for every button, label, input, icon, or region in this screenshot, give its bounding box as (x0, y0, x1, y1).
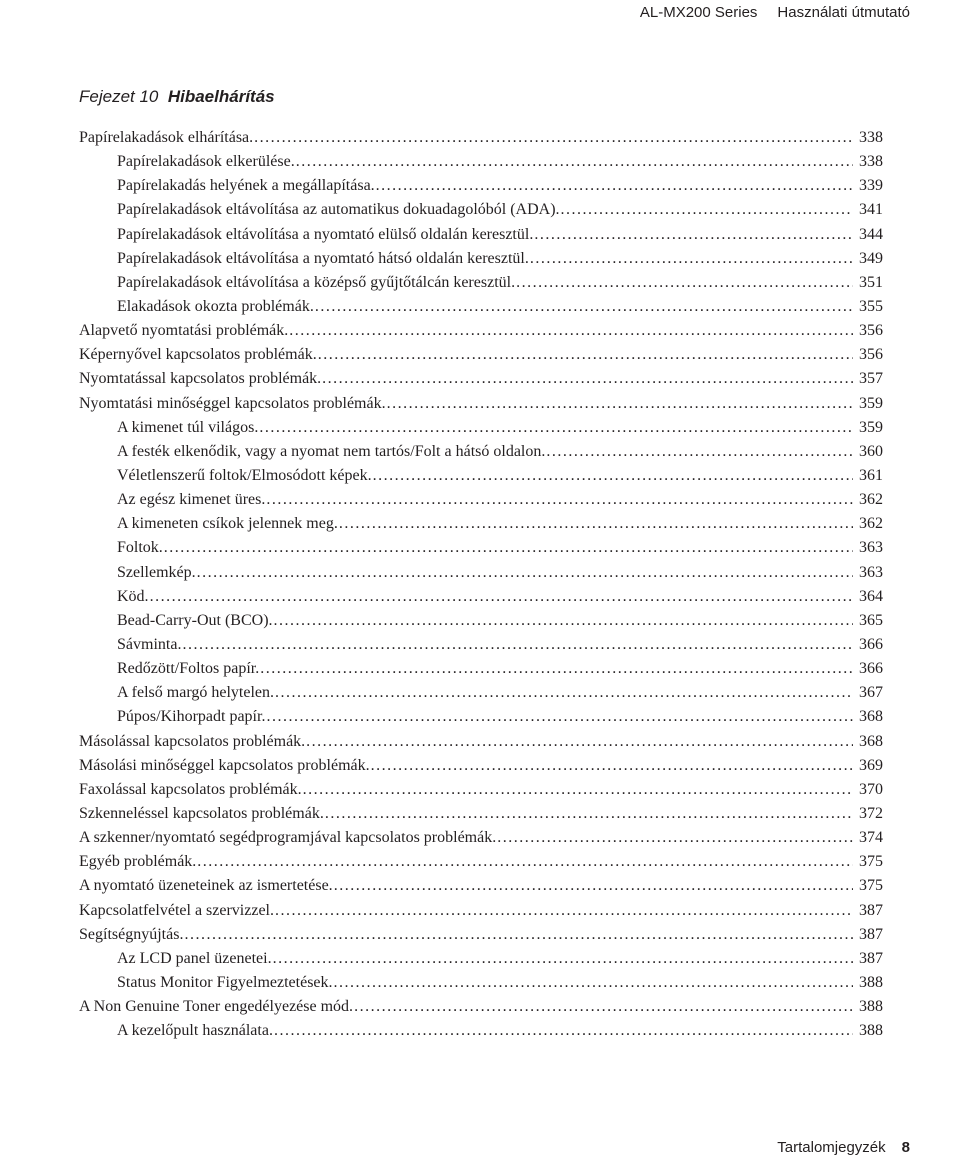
toc-entry[interactable] (79, 899, 883, 923)
table-of-contents (79, 126, 883, 1043)
toc-entry-title: Foltok. (117, 539, 163, 557)
dot-leader (275, 899, 853, 923)
dot-leader (530, 247, 853, 271)
dot-leader (266, 488, 853, 512)
toc-entry-page: 363 (859, 563, 883, 581)
toc-entry[interactable] (79, 367, 883, 391)
toc-entry-title: Az egész kimenet üres. (117, 491, 266, 509)
toc-entry[interactable] (79, 561, 883, 585)
toc-entry-title: Véletlenszerű foltok/Elmosódott képek. (117, 466, 372, 484)
toc-entry-page: 357 (859, 370, 883, 388)
dot-leader (516, 271, 853, 295)
toc-entry-page: 374 (859, 829, 883, 847)
toc-entry-title: Bead-Carry-Out (BCO). (117, 611, 273, 629)
toc-entry[interactable] (79, 512, 883, 536)
toc-entry-page: 375 (859, 853, 883, 871)
chapter-heading (79, 87, 275, 107)
toc-entry-title: Papírelakadások eltávolítása az automatikus dokuadagolóból (ADA). (117, 201, 560, 219)
toc-entry[interactable] (79, 271, 883, 295)
toc-entry-page: 362 (859, 491, 883, 509)
dot-leader (274, 609, 853, 633)
toc-entry-title: Púpos/Kihorpadt papír. (117, 708, 266, 726)
dot-leader (306, 730, 853, 754)
toc-entry-page: 366 (859, 635, 883, 653)
toc-entry-title: Képernyővel kapcsolatos problémák. (79, 346, 317, 364)
toc-entry-title: Papírelakadások eltávolítása a nyomtató hátsó oldalán keresztül. (117, 249, 529, 267)
toc-entry-page: 388 (859, 1022, 883, 1040)
chapter-prefix: Fejezet 10 (79, 87, 159, 106)
toc-entry-title: Status Monitor Figyelmeztetések. (117, 973, 333, 991)
toc-entry-page: 359 (859, 418, 883, 436)
toc-entry-page: 356 (859, 322, 883, 340)
toc-entry[interactable] (79, 174, 883, 198)
toc-entry-page: 387 (859, 949, 883, 967)
toc-entry[interactable] (79, 1019, 883, 1043)
dot-leader (275, 681, 853, 705)
dot-leader (266, 705, 853, 729)
toc-entry[interactable] (79, 705, 883, 729)
toc-entry[interactable] (79, 657, 883, 681)
page-number: 8 (901, 1139, 910, 1156)
toc-entry[interactable] (79, 609, 883, 633)
product-name: AL-MX200 Series (639, 3, 758, 21)
toc-entry[interactable] (79, 223, 883, 247)
toc-entry-page: 339 (859, 177, 883, 195)
dot-leader (371, 754, 853, 778)
toc-entry-title: Nyomtatási minőséggel kapcsolatos problémák. (79, 394, 386, 412)
toc-entry-title: Redőzött/Foltos papír. (117, 660, 260, 678)
toc-entry-page: 338 (859, 153, 883, 171)
toc-entry-title: Papírelakadások elhárítása. (79, 129, 254, 146)
toc-entry-page: 355 (859, 297, 883, 315)
toc-entry[interactable] (79, 971, 883, 995)
toc-entry[interactable] (79, 826, 883, 850)
toc-entry-title: A nyomtató üzeneteinek az ismertetése. (79, 877, 333, 895)
dot-leader (184, 923, 853, 947)
toc-entry[interactable] (79, 319, 883, 343)
toc-entry-page: 356 (859, 346, 883, 364)
toc-entry[interactable] (79, 585, 883, 609)
dot-leader (561, 198, 853, 222)
toc-entry-title: Papírelakadások elkerülése. (117, 153, 295, 171)
dot-leader (339, 512, 853, 536)
toc-entry-page: 363 (859, 539, 883, 557)
toc-entry-title: A szkenner/nyomtató segédprogramjával kapcsolatos problémák. (79, 829, 497, 847)
dot-leader (260, 657, 853, 681)
dot-leader (334, 971, 853, 995)
toc-entry[interactable] (79, 730, 883, 754)
chapter-title: Hibaelhárítás (167, 87, 275, 106)
toc-entry-title: Faxolással kapcsolatos problémák. (79, 780, 302, 798)
toc-entry-page: 387 (859, 901, 883, 919)
toc-entry[interactable] (79, 295, 883, 319)
dot-leader (150, 585, 853, 609)
toc-entry-title: Alapvető nyomtatási problémák. (79, 322, 289, 340)
toc-entry-page: 366 (859, 660, 883, 678)
toc-entry-title: Szkenneléssel kapcsolatos problémák. (79, 804, 324, 822)
toc-entry-title: Az LCD panel üzenetei. (117, 949, 272, 967)
dot-leader (376, 174, 853, 198)
dot-leader (315, 295, 853, 319)
toc-entry[interactable] (79, 681, 883, 705)
dot-leader (387, 392, 853, 416)
toc-entry-page: 388 (859, 973, 883, 991)
toc-entry-page: 375 (859, 877, 883, 895)
dot-leader (274, 1019, 853, 1043)
dot-leader (296, 150, 853, 174)
running-header (640, 0, 910, 24)
dot-leader (164, 536, 853, 560)
toc-entry-title: Nyomtatással kapcsolatos problémák. (79, 370, 322, 388)
toc-entry-title: A kimeneten csíkok jelennek meg. (117, 515, 338, 533)
toc-entry-title: Papírelakadás helyének a megállapítása. (117, 177, 375, 195)
toc-entry[interactable] (79, 464, 883, 488)
toc-entry[interactable] (79, 392, 883, 416)
toc-entry-page: 341 (859, 201, 883, 219)
guide-title: Használati útmutató (777, 3, 910, 21)
toc-entry[interactable] (79, 247, 883, 271)
dot-leader (303, 778, 853, 802)
toc-entry[interactable] (79, 416, 883, 440)
page-footer (777, 1139, 910, 1156)
toc-entry[interactable] (79, 947, 883, 971)
toc-entry-page: 364 (859, 587, 883, 605)
dot-leader (259, 416, 853, 440)
toc-entry[interactable] (79, 874, 883, 898)
toc-entry[interactable] (79, 440, 883, 464)
toc-entry[interactable] (79, 150, 883, 174)
toc-entry-title: A kezelőpult használata. (117, 1022, 273, 1040)
toc-entry[interactable] (79, 995, 883, 1019)
toc-entry[interactable] (79, 802, 883, 826)
dot-leader (373, 464, 853, 488)
toc-entry-page: 351 (859, 273, 883, 291)
toc-entry-title: Kapcsolatfelvétel a szervizzel. (79, 901, 274, 919)
dot-leader (325, 802, 853, 826)
toc-entry-title: Szellemkép. (117, 563, 196, 581)
toc-entry-page: 387 (859, 925, 883, 943)
toc-entry-title: A felső margó helytelen. (117, 684, 274, 702)
toc-entry-page: 370 (859, 780, 883, 798)
dot-leader (497, 826, 853, 850)
dot-leader (546, 440, 853, 464)
toc-entry-title: Elakadások okozta problémák. (117, 297, 314, 315)
toc-entry-title: Papírelakadások eltávolítása a középső gyűjtőtálcán keresztül. (117, 273, 516, 291)
toc-entry[interactable] (79, 536, 883, 560)
toc-entry-page: 369 (859, 756, 883, 774)
toc-entry[interactable] (79, 488, 883, 512)
toc-entry-title: A festék elkenődik, vagy a nyomat nem tartós/Folt a hátsó oldalon. (117, 442, 546, 460)
toc-entry[interactable] (79, 923, 883, 947)
toc-entry-page: 360 (859, 442, 883, 460)
toc-entry[interactable] (79, 343, 883, 367)
toc-entry-page: 372 (859, 804, 883, 822)
dot-leader (334, 874, 853, 898)
toc-entry-page: 367 (859, 684, 883, 702)
toc-entry-page: 361 (859, 466, 883, 484)
toc-entry-title: Papírelakadások eltávolítása a nyomtató elülső oldalán keresztül. (117, 225, 534, 243)
toc-entry-page: 388 (859, 998, 883, 1016)
toc-entry[interactable] (79, 198, 883, 222)
dot-leader (273, 947, 853, 971)
toc-entry-title: Sávminta. (117, 635, 182, 653)
dot-leader (254, 126, 853, 150)
toc-entry-page: 365 (859, 611, 883, 629)
toc-entry-title: A kimenet túl világos. (117, 418, 259, 436)
toc-entry-page: 359 (859, 394, 883, 412)
dot-leader (197, 850, 853, 874)
toc-entry-title: A Non Genuine Toner engedélyezése mód. (79, 998, 354, 1016)
toc-entry-page: 349 (859, 249, 883, 267)
toc-entry-title: Segítségnyújtás. (79, 925, 184, 943)
dot-leader (354, 995, 853, 1019)
dot-leader (197, 561, 853, 585)
toc-entry[interactable] (79, 850, 883, 874)
toc-entry-title: Egyéb problémák. (79, 853, 197, 871)
toc-entry-page: 344 (859, 225, 883, 243)
toc-entry[interactable] (79, 633, 883, 657)
toc-entry-title: Köd. (117, 587, 149, 605)
toc-entry-title: Másolási minőséggel kapcsolatos problémák. (79, 756, 370, 774)
toc-entry[interactable] (79, 754, 883, 778)
toc-entry-page: 362 (859, 515, 883, 533)
toc-entry-page: 368 (859, 708, 883, 726)
dot-leader (289, 319, 853, 343)
toc-entry[interactable] (79, 778, 883, 802)
toc-entry-page: 368 (859, 732, 883, 750)
footer-section: Tartalomjegyzék (777, 1139, 886, 1156)
dot-leader (318, 343, 853, 367)
dot-leader (322, 367, 853, 391)
dot-leader (182, 633, 853, 657)
toc-entry-title: Másolással kapcsolatos problémák. (79, 732, 306, 750)
toc-entry-page: 338 (859, 129, 883, 146)
dot-leader (534, 223, 853, 247)
toc-entry[interactable] (79, 126, 883, 150)
